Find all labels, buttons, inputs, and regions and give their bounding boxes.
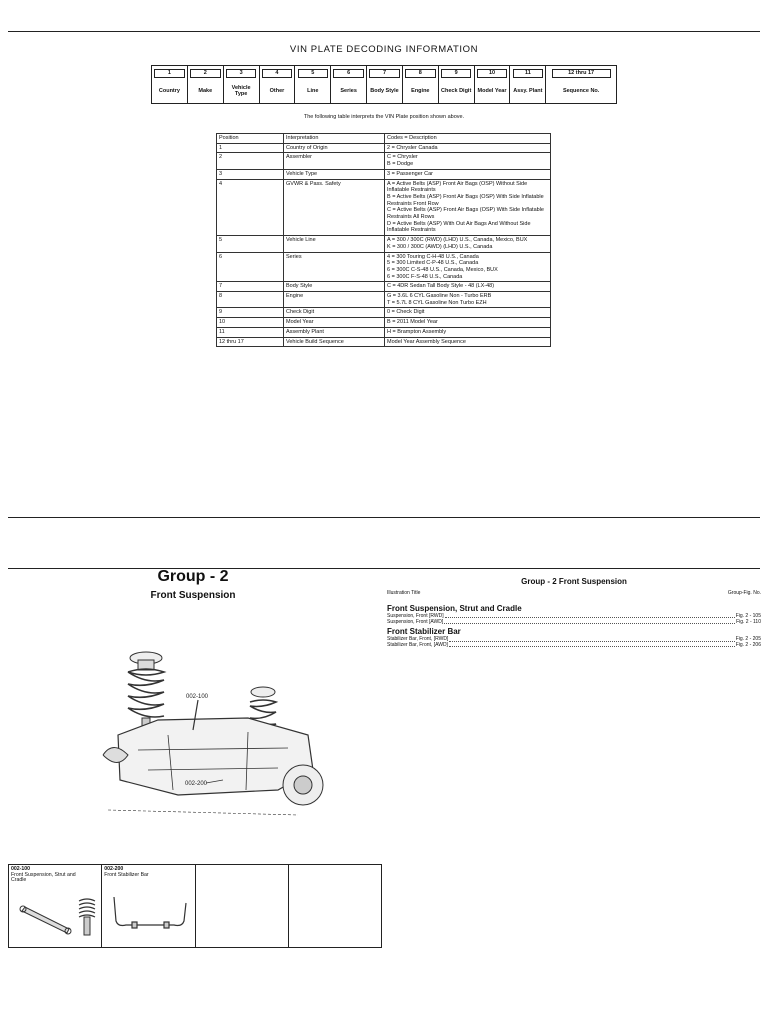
vin-position-number: 12 thru 17: [552, 69, 611, 78]
table-cell: 6: [217, 252, 284, 282]
table-cell: Check Digit: [284, 308, 385, 318]
toc-column-headers: [387, 590, 761, 596]
table-cell: GVWR & Pass. Safety: [284, 179, 385, 236]
vin-position-number: 5: [298, 69, 329, 78]
toc-leader-dots: [445, 614, 735, 618]
callout-label: 002-100: [186, 694, 209, 700]
vin-position-cell: [260, 66, 296, 103]
vin-position-cell: [188, 66, 224, 103]
table-cell: Model Year Assembly Sequence: [385, 337, 551, 347]
table-row: [217, 282, 551, 292]
toc-entry-title: Stabilizer Bar, Front, [AWD]: [387, 642, 448, 649]
toc-leader-dots: [444, 620, 735, 624]
toc-entry-title: Stabilizer Bar, Front, [RWD]: [387, 636, 449, 643]
table-header: Interpretation: [284, 134, 385, 144]
table-cell: 2: [217, 153, 284, 169]
table-row: [217, 143, 551, 153]
vin-position-cell: [403, 66, 439, 103]
cradle-icon: [103, 718, 323, 815]
table-cell: 9: [217, 308, 284, 318]
table-header: Codes = Description: [385, 134, 551, 144]
vin-position-number: 3: [226, 69, 257, 78]
vin-position-label: Sequence No.: [562, 87, 600, 94]
table-cell: C = 4DR Sedan Tall Body Style - 48 (LX-48): [385, 282, 551, 292]
vin-position-number: 11: [513, 69, 544, 78]
thumbnail-002-100[interactable]: [9, 865, 102, 947]
table-header: Position: [217, 134, 284, 144]
vin-position-label: Country: [158, 87, 180, 94]
vin-position-label: Model Year: [477, 87, 507, 94]
table-cell: C = Chrysler B = Dodge: [385, 153, 551, 169]
vin-title: VIN PLATE DECODING INFORMATION: [289, 44, 479, 55]
toc-col-right: Group-Fig. No.: [727, 590, 761, 596]
top-rule: [8, 31, 760, 32]
toc-leader-dots: [449, 637, 734, 641]
thumb-id: 002-100: [11, 866, 31, 872]
toc-entry-fig: Fig. 2 - 206: [735, 642, 761, 649]
table-cell: Country of Origin: [284, 143, 385, 153]
vin-position-number: 9: [441, 69, 472, 78]
vin-position-number: 4: [262, 69, 293, 78]
table-cell: 2 = Chrysler Canada: [385, 143, 551, 153]
toc-heading: Group - 2 Front Suspension: [521, 577, 627, 586]
vin-intro-text: The following table interprets the VIN Plate position shown above.: [303, 114, 465, 120]
toc-entry-title: Suspension, Front [RWD]: [387, 613, 444, 619]
vin-position-strip: [151, 65, 617, 104]
table-row: [217, 169, 551, 179]
toc-entry-fig: Fig. 2 - 110: [736, 618, 761, 625]
table-cell: 4 = 300 Touring C-H-48 U.S., Canada 5 = 300 Limited C-P-48 U.S., Canada 6 = 300C C-S-48 U.S., Canada, Mexico, BUX 6 = 300C F-S-48 U.S., Canada: [385, 252, 551, 282]
table-cell: A = Active Belts (ASP) Front Air Bags (OSP) Without Side Inflatable Restraints B = Active Belts (ASP) Front Air Bags (OSP) With Side Inflatable Restraints Front Row C = Active Belts (ASP) Front Air Bags (OSP) With Side Inflatable Restraints All Rows D = Active Belts (ASP) With Out Air Bags And Without Side Inflatable Restraints: [385, 179, 551, 236]
table-row: [217, 318, 551, 328]
toc-entry[interactable]: [387, 620, 761, 626]
vin-position-label: Make: [198, 87, 213, 94]
table-cell: Vehicle Line: [284, 236, 385, 252]
stabilizer-bar-thumb-icon: [110, 895, 190, 935]
table-cell: Vehicle Build Sequence: [284, 337, 385, 347]
toc-entry-title: Suspension, Front [AWD]: [387, 618, 444, 625]
table-cell: 12 thru 17: [217, 337, 284, 347]
toc-entry-fig: Fig. 2 - 205: [735, 636, 761, 643]
vin-position-label: Engine: [411, 87, 430, 94]
vin-position-label: Vehicle Type: [231, 84, 251, 97]
callout-label: 002-200: [185, 781, 208, 787]
toc-col-left: Illustration Title: [387, 590, 421, 596]
front-suspension-illustration: [98, 640, 338, 845]
toc-entry-fig: Fig. 2 - 105: [735, 613, 761, 619]
vin-position-cell: [152, 66, 188, 103]
vin-position-cell: [546, 66, 616, 103]
table-cell: Series: [284, 252, 385, 282]
table-row: [217, 179, 551, 236]
toc-section-title: Front Stabilizer Bar: [387, 627, 461, 637]
table-cell: 3 = Passenger Car: [385, 169, 551, 179]
table-cell: B = 2011 Model Year: [385, 318, 551, 328]
table-cell: Model Year: [284, 318, 385, 328]
toc-section-title: Front Suspension, Strut and Cradle: [387, 604, 522, 613]
table-cell: G = 3.6L 6 CYL Gasoline Non - Turbo ERB T = 5.7L 8 CYL Gasoline Non Turbo EZH: [385, 292, 551, 308]
vin-position-cell: [331, 66, 367, 103]
thumb-caption: Front Suspension, Strut and Cradle: [11, 871, 76, 884]
thumb-caption: Front Stabilizer Bar: [104, 871, 149, 878]
toc-entry[interactable]: [387, 643, 761, 649]
vin-position-cell: [224, 66, 260, 103]
vin-position-cell: [367, 66, 403, 103]
thumbnail-grid: [8, 864, 382, 948]
vin-position-number: 7: [369, 69, 400, 78]
table-cell: 10: [217, 318, 284, 328]
vin-position-cell: [475, 66, 511, 103]
table-cell: 3: [217, 169, 284, 179]
thumb-id: 002-200: [104, 866, 124, 872]
table-cell: 4: [217, 179, 284, 236]
vin-position-number: 10: [477, 69, 508, 78]
table-cell: 11: [217, 327, 284, 337]
table-row: [217, 236, 551, 252]
vin-position-label: Line: [307, 87, 319, 94]
table-row: [217, 252, 551, 282]
vin-position-label: Body Style: [370, 87, 399, 94]
thumbnail-empty: [289, 865, 381, 947]
group-subtitle: Front Suspension: [150, 590, 236, 601]
vin-position-number: 6: [333, 69, 364, 78]
thumbnail-empty: [196, 865, 289, 947]
table-cell: Body Style: [284, 282, 385, 292]
vin-position-cell: [439, 66, 475, 103]
table-cell: 1: [217, 143, 284, 153]
vin-position-label: Check Digit: [441, 87, 472, 94]
table-row: [217, 292, 551, 308]
table-cell: H = Brampton Assembly: [385, 327, 551, 337]
vin-position-number: 8: [405, 69, 436, 78]
table-cell: Vehicle Type: [284, 169, 385, 179]
table-row: [217, 308, 551, 318]
illustration-index: [387, 577, 761, 649]
vin-position-number: 1: [154, 69, 185, 78]
thumbnail-002-200[interactable]: [102, 865, 195, 947]
vin-interpretation-table: [216, 133, 551, 347]
strut-cradle-thumb-icon: [17, 891, 97, 941]
toc-leader-dots: [449, 643, 735, 647]
group-title: Group - 2: [157, 568, 229, 585]
vin-position-number: 2: [190, 69, 221, 78]
mid-rule: [8, 517, 760, 518]
table-row: [217, 153, 551, 169]
vin-position-cell: [510, 66, 546, 103]
table-cell: 5: [217, 236, 284, 252]
table-row: [217, 327, 551, 337]
vin-position-label: Series: [340, 87, 357, 94]
vin-position-label: Assy. Plant: [513, 87, 543, 94]
table-cell: Engine: [284, 292, 385, 308]
table-cell: A = 300 / 300C (RWD) (LHD) U.S., Canada, Mexico, BUX K = 300 / 300C (AWD) (LHD) U.S., Canada: [385, 236, 551, 252]
table-cell: Assembler: [284, 153, 385, 169]
table-header-row: [217, 134, 551, 144]
table-cell: 0 = Check Digit: [385, 308, 551, 318]
table-cell: 8: [217, 292, 284, 308]
vin-position-label: Other: [269, 87, 285, 94]
table-cell: 7: [217, 282, 284, 292]
table-row: [217, 337, 551, 347]
table-cell: Assembly Plant: [284, 327, 385, 337]
vin-position-cell: [295, 66, 331, 103]
